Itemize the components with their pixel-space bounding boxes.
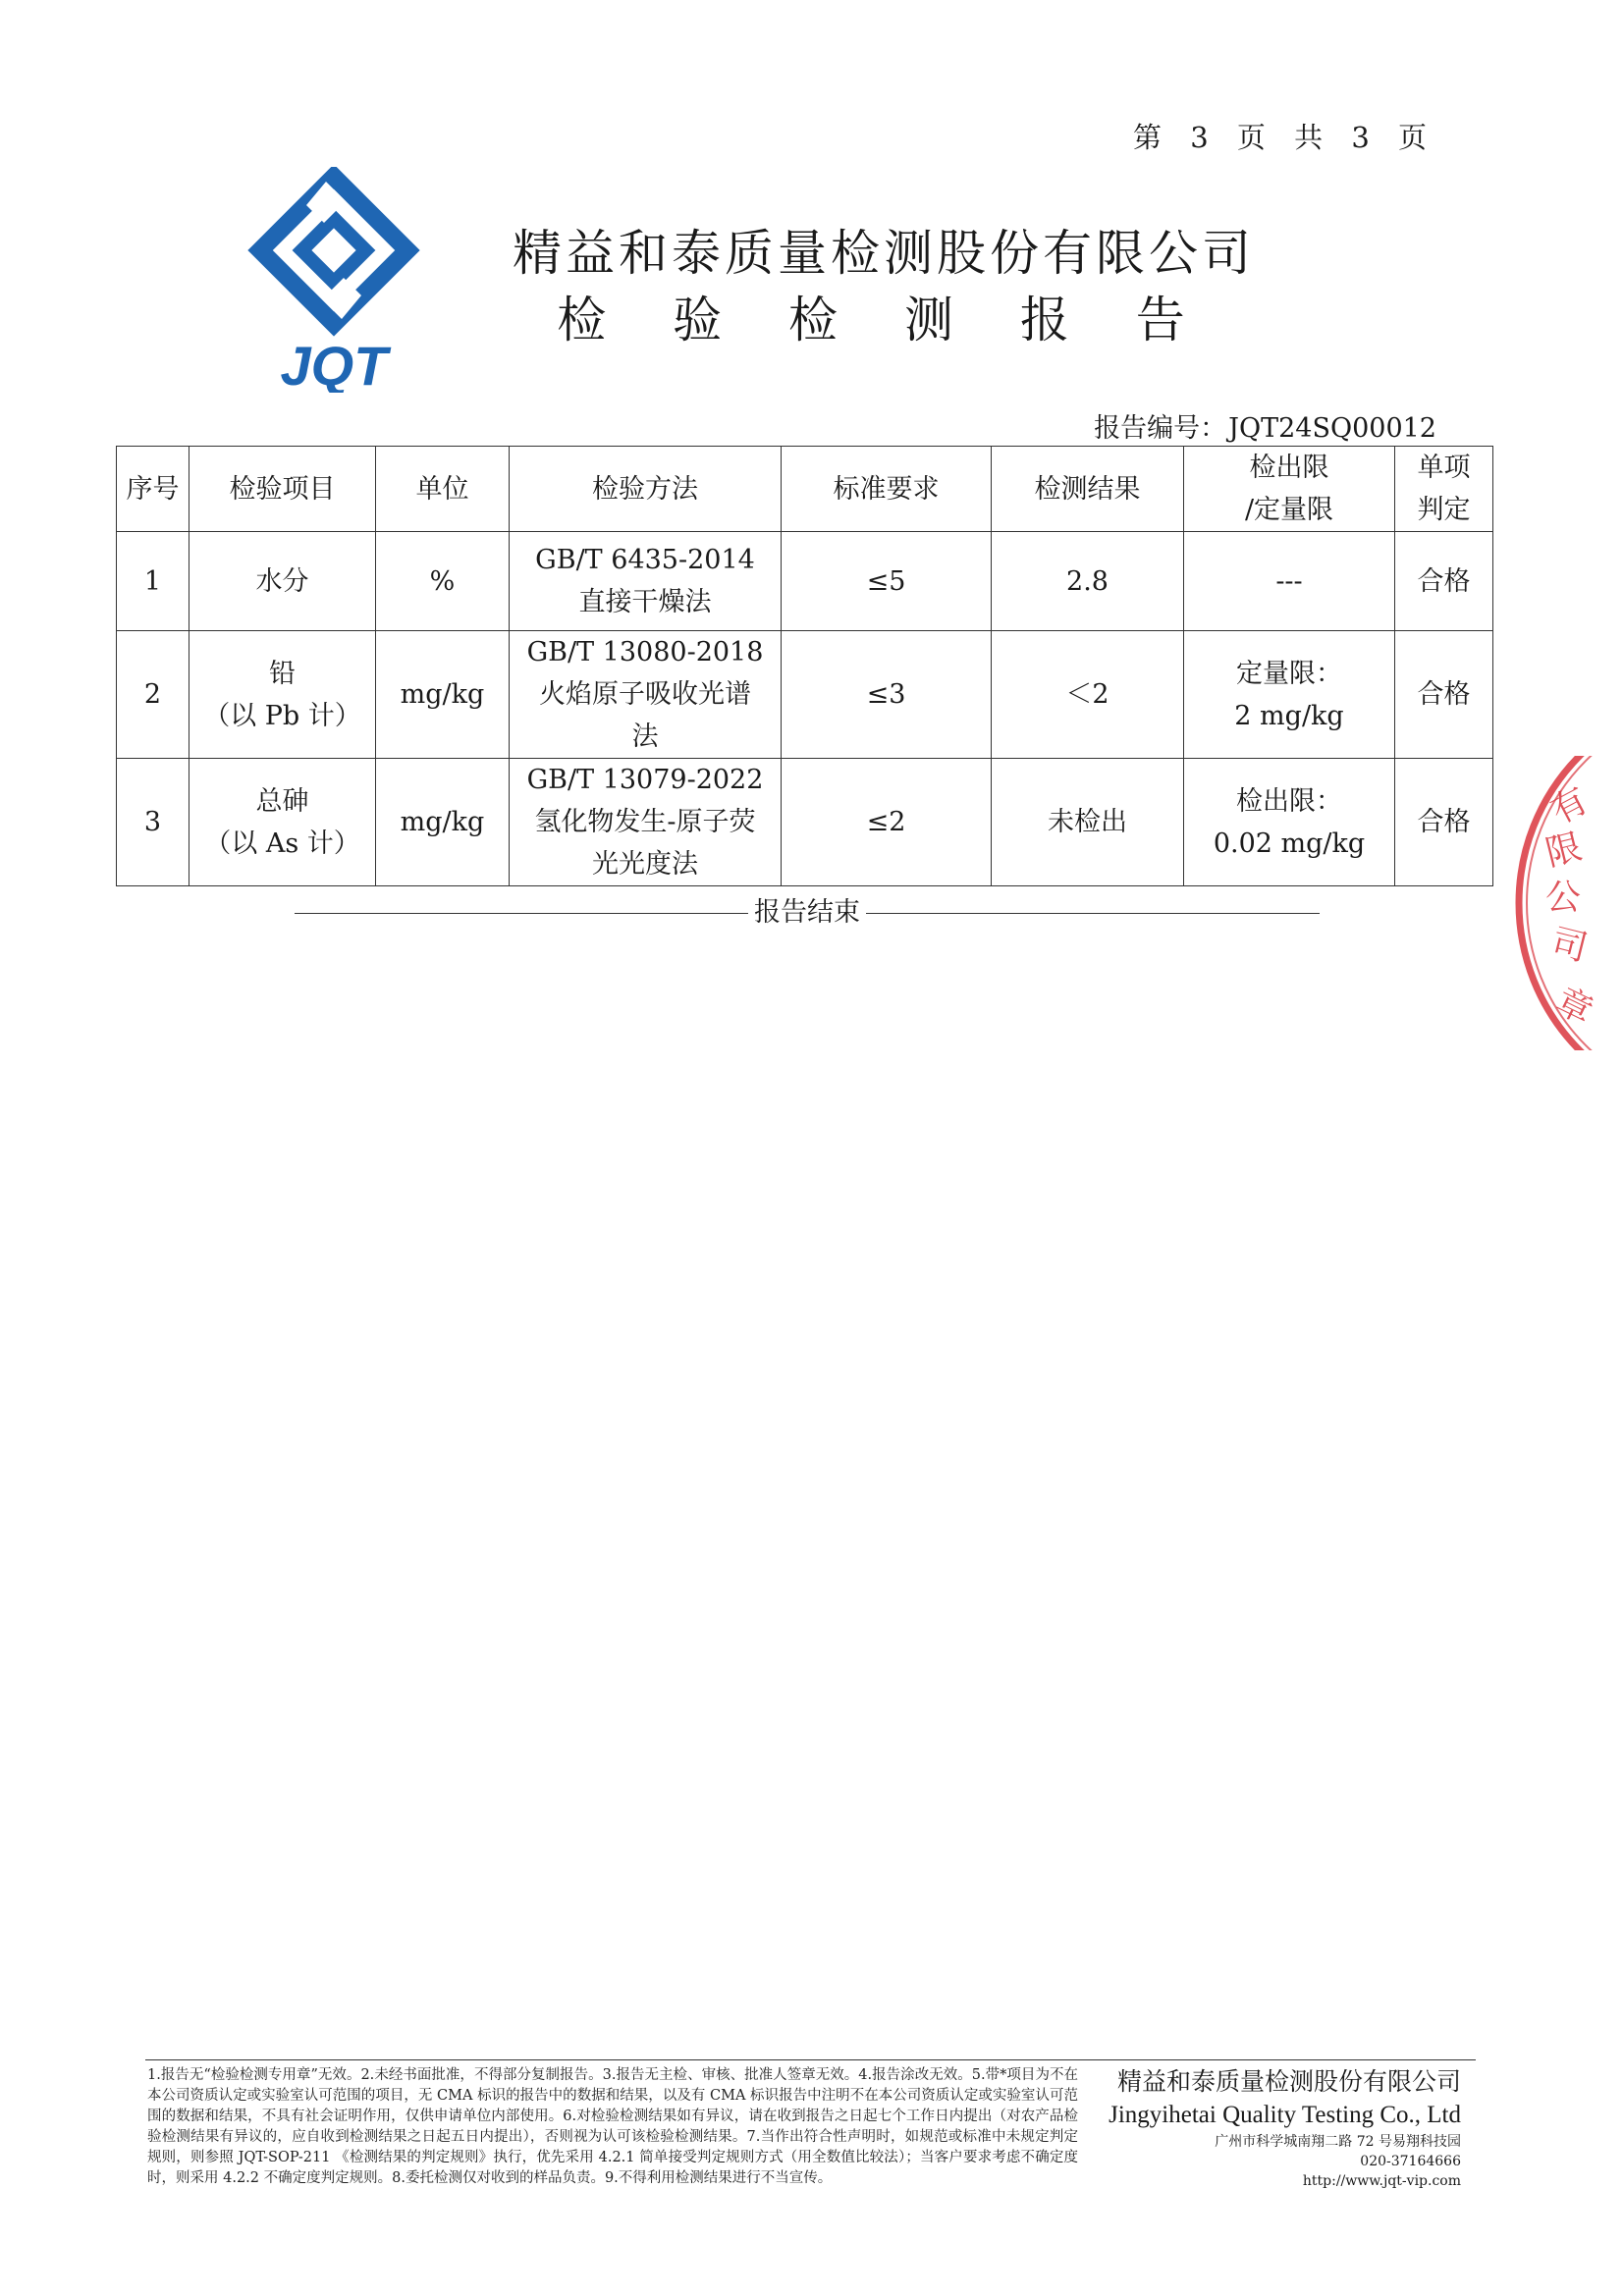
cell-result: ＜2 — [992, 631, 1184, 759]
svg-text:JQT: JQT — [280, 335, 388, 393]
svg-text:章: 章 — [1549, 981, 1599, 1033]
cell-unit: mg/kg — [376, 631, 510, 759]
cell-unit: mg/kg — [376, 759, 510, 886]
cell-method — [510, 759, 782, 886]
header-judgement-line2: 判定 — [1417, 495, 1471, 525]
cell-limit — [1184, 631, 1395, 759]
cell-result: 未检出 — [992, 759, 1184, 886]
cell-method-line1: GB/T 6435-2014 — [535, 545, 755, 575]
results-table — [116, 446, 1493, 886]
cell-judgement: 合格 — [1395, 759, 1493, 886]
cell-method-line1: GB/T 13080-2018 — [526, 637, 764, 667]
header-limit-line2: /定量限 — [1244, 495, 1334, 525]
report-number — [1094, 406, 1436, 445]
cell-method-line1: GB/T 13079-2022 — [526, 765, 764, 795]
svg-text:限: 限 — [1542, 827, 1587, 875]
cell-seq: 1 — [117, 532, 189, 631]
cell-standard: ≤2 — [782, 759, 992, 886]
report-number-label: 报告编号： — [1094, 413, 1227, 444]
cell-limit-line1: --- — [1275, 565, 1303, 597]
footer-company-info — [1009, 2065, 1461, 2191]
cell-method-line2: 氢化物发生-原子荧 — [534, 807, 756, 837]
header-result: 检测结果 — [992, 447, 1184, 532]
footer-phone: 020-37164666 — [1360, 2154, 1461, 2169]
cell-method-line3: 法 — [631, 721, 659, 752]
table-row — [117, 759, 1493, 886]
svg-text:公: 公 — [1545, 878, 1582, 918]
page-number: 第 3 页 共 3 页 — [1133, 121, 1436, 154]
footer-company-en: Jingyihetai Quality Testing Co., Ltd — [1109, 2102, 1461, 2128]
cell-method-line2: 火焰原子吸收光谱 — [539, 679, 751, 710]
table-header-row — [117, 447, 1493, 532]
cell-item-line1: 水分 — [255, 565, 309, 597]
cell-limit-line2: 0.02 mg/kg — [1213, 828, 1366, 859]
header-item: 检验项目 — [189, 447, 376, 532]
cell-item — [189, 631, 376, 759]
cell-limit — [1184, 532, 1395, 631]
report-title: 检 验 检 测 报 告 — [557, 292, 1211, 348]
header-limit — [1184, 447, 1395, 532]
footer-company-cn: 精益和泰质量检测股份有限公司 — [1116, 2067, 1461, 2096]
cell-method — [510, 532, 782, 631]
footer-website: http://www.jqt-vip.com — [1302, 2173, 1461, 2189]
svg-text:有: 有 — [1543, 779, 1596, 832]
header-method: 检验方法 — [510, 447, 782, 532]
cell-item-line1: 铅 — [269, 658, 296, 689]
cell-judgement: 合格 — [1395, 532, 1493, 631]
cell-limit — [1184, 759, 1395, 886]
cell-limit-line1: 定量限： — [1236, 658, 1342, 689]
table-row — [117, 532, 1493, 631]
svg-text:司: 司 — [1546, 921, 1592, 970]
cell-seq: 3 — [117, 759, 189, 886]
cell-standard: ≤5 — [782, 532, 992, 631]
divider — [866, 913, 1320, 914]
footer-divider — [145, 2059, 1476, 2060]
cell-judgement: 合格 — [1395, 631, 1493, 759]
cell-item — [189, 532, 376, 631]
header-limit-line1: 检出限 — [1249, 453, 1329, 483]
report-end-text: 报告结束 — [754, 897, 860, 928]
company-seal-stamp — [1502, 756, 1623, 1050]
cell-method-line3: 光光度法 — [592, 849, 698, 880]
cell-seq: 2 — [117, 631, 189, 759]
company-name: 精益和泰质量检测股份有限公司 — [513, 225, 1255, 282]
cell-item-line1: 总砷 — [255, 785, 309, 817]
cell-limit-line1: 检出限： — [1236, 785, 1342, 817]
header-judgement — [1395, 447, 1493, 532]
cell-standard: ≤3 — [782, 631, 992, 759]
header-standard: 标准要求 — [782, 447, 992, 532]
header-seq: 序号 — [117, 447, 189, 532]
cell-item-line2: （以 Pb 计） — [203, 700, 361, 731]
table-row — [117, 631, 1493, 759]
seal-stamp-icon — [1502, 756, 1623, 1050]
report-number-value: JQT24SQ00012 — [1228, 413, 1436, 444]
divider — [295, 913, 748, 914]
cell-result: 2.8 — [992, 532, 1184, 631]
footer-notes: 1.报告无“检验检测专用章”无效。2.未经书面批准，不得部分复制报告。3.报告无主检、审核、批准人签章无效。4.报告涂改无效。5.带*项目为不在本公司资质认定或实验室认可范围的项目，无 CMA 标识的报告中的数据和结果，以及有 CMA 标识报告中注明不在本公司资质认定或实验室认可范围的数据和结果，不具有社会证明作用，仅供申请单位内部使用。6.对检验检测结果如有异议，请在收到报告之日起七个工作日内提出（对农产品检验检测结果有异议的，应自收到检测结果之日起五日内提出），否则视为认可该检验检测结果。7.当作出符合性声明时，如规范或标准中未规定判定规则，则参照 JQT-SOP-211 《检测结果的判定规则》执行，优先采用 4.2.1 简单接受判定规则方式（用全数值比较法）；当客户要求考虑不确定度时，则采用 4.2.2 不确定度判定规则。8.委托检测仅对收到的样品负责。9.不得利用检测结果进行不当宣传。 — [147, 2067, 1078, 2186]
cell-method — [510, 631, 782, 759]
report-end-marker — [295, 895, 1320, 931]
cell-limit-line2: 2 mg/kg — [1234, 700, 1344, 731]
cell-item-line2: （以 As 计） — [204, 828, 360, 859]
header-judgement-line1: 单项 — [1417, 453, 1471, 483]
header-unit: 单位 — [376, 447, 510, 532]
cell-unit: % — [376, 532, 510, 631]
cell-method-line2: 直接干燥法 — [578, 587, 712, 617]
footer-address: 广州市科学城南翔二路 72 号易翔科技园 — [1215, 2134, 1461, 2150]
cell-item — [189, 759, 376, 886]
